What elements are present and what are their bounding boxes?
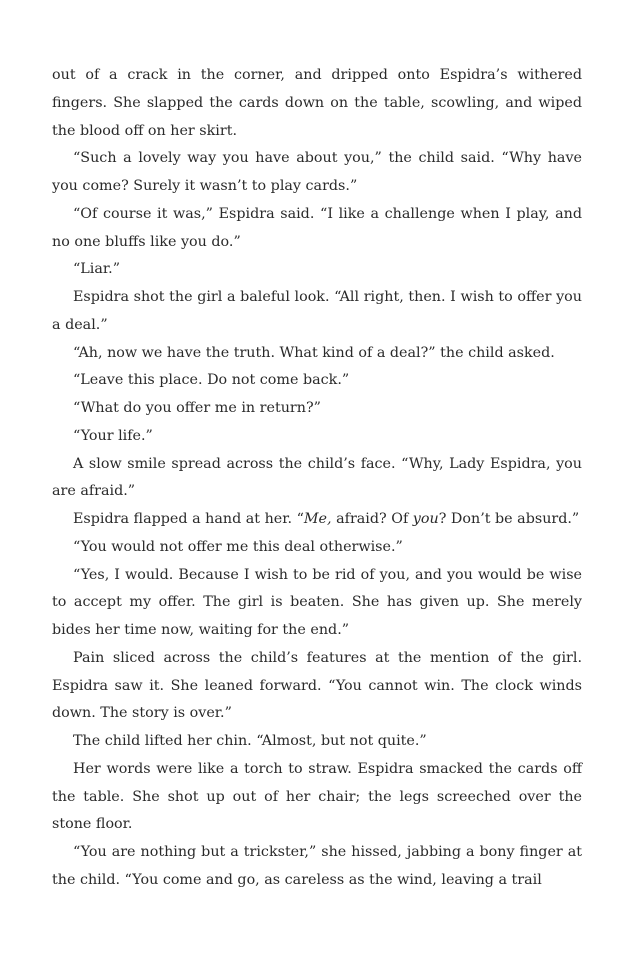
paragraph-text: ? Don’t be absurd.” <box>438 511 580 527</box>
paragraph-text: Espidra shot the girl a baleful look. “All right, then. I wish to offer you a deal.” <box>52 289 582 333</box>
paragraph-text: A slow smile spread across the child’s face. “Why, Lady Espidra, you are afraid.” <box>52 455 582 500</box>
paragraph-9 <box>52 423 582 451</box>
paragraph-text: “Ah, now we have the truth. What kind of a deal?” the child asked. <box>73 344 555 361</box>
paragraph-1 <box>52 62 582 145</box>
paragraph-text: “You are nothing but a trickster,” she hissed, jabbing a bony finger at the child. “You come and go, as careless as the wind, leaving a trail <box>52 844 582 888</box>
paragraph-text: Espidra flapped a hand at her. “ <box>73 511 304 527</box>
paragraph-12 <box>52 534 582 562</box>
paragraph-text: “Leave this place. Do not come back.” <box>73 372 350 389</box>
paragraph-5 <box>52 284 582 340</box>
paragraph-text: “You would not offer me this deal otherwise.” <box>73 538 403 555</box>
paragraph-2 <box>52 145 582 201</box>
paragraph-7 <box>52 367 582 395</box>
emphasis-text: you <box>412 511 439 527</box>
paragraph-text: “Of course it was,” Espidra said. “I like a challenge when I play, and no one bluffs like you do.” <box>52 205 582 250</box>
paragraph-text: Pain sliced across the child’s features at the mention of the girl. Espidra saw it. She leaned forward. “You cannot win. The clock winds down. The story is over.” <box>52 649 582 722</box>
paragraph-text: The child lifted her chin. “Almost, but not quite.” <box>73 733 427 749</box>
paragraph-text: “Your life.” <box>73 427 153 444</box>
emphasis-text: Me, <box>303 511 332 527</box>
paragraph-text: “Liar.” <box>73 261 121 278</box>
paragraph-16 <box>52 756 582 839</box>
paragraph-text: afraid? Of <box>331 511 413 527</box>
paragraph-4 <box>52 256 582 284</box>
book-page <box>52 62 582 895</box>
paragraph-text: “What do you offer me in return?” <box>73 400 321 416</box>
paragraph-14 <box>52 645 582 728</box>
paragraph-6 <box>52 340 582 368</box>
paragraph-text: “Such a lovely way you have about you,” the child said. “Why have you come? Surely it wasn’t to play cards.” <box>52 150 582 194</box>
paragraph-text: “Yes, I would. Because I wish to be rid of you, and you would be wise to accept my offer. The girl is beaten. She has given up. She merely bides her time now, waiting for the end.” <box>52 566 582 638</box>
paragraph-10 <box>52 451 582 507</box>
paragraph-11 <box>52 506 582 534</box>
paragraph-text: out of a crack in the corner, and dripped onto Espidra’s withered fingers. She slapped the cards down on the table, scowling, and wiped the blood off on her skirt. <box>52 67 582 139</box>
paragraph-8 <box>52 395 582 423</box>
paragraph-17 <box>52 839 582 895</box>
paragraph-13 <box>52 562 582 645</box>
paragraph-text: Her words were like a torch to straw. Espidra smacked the cards off the table. She shot up out of her chair; the legs screeched over the stone floor. <box>52 760 582 833</box>
paragraph-15 <box>52 728 582 756</box>
paragraph-3 <box>52 201 582 257</box>
